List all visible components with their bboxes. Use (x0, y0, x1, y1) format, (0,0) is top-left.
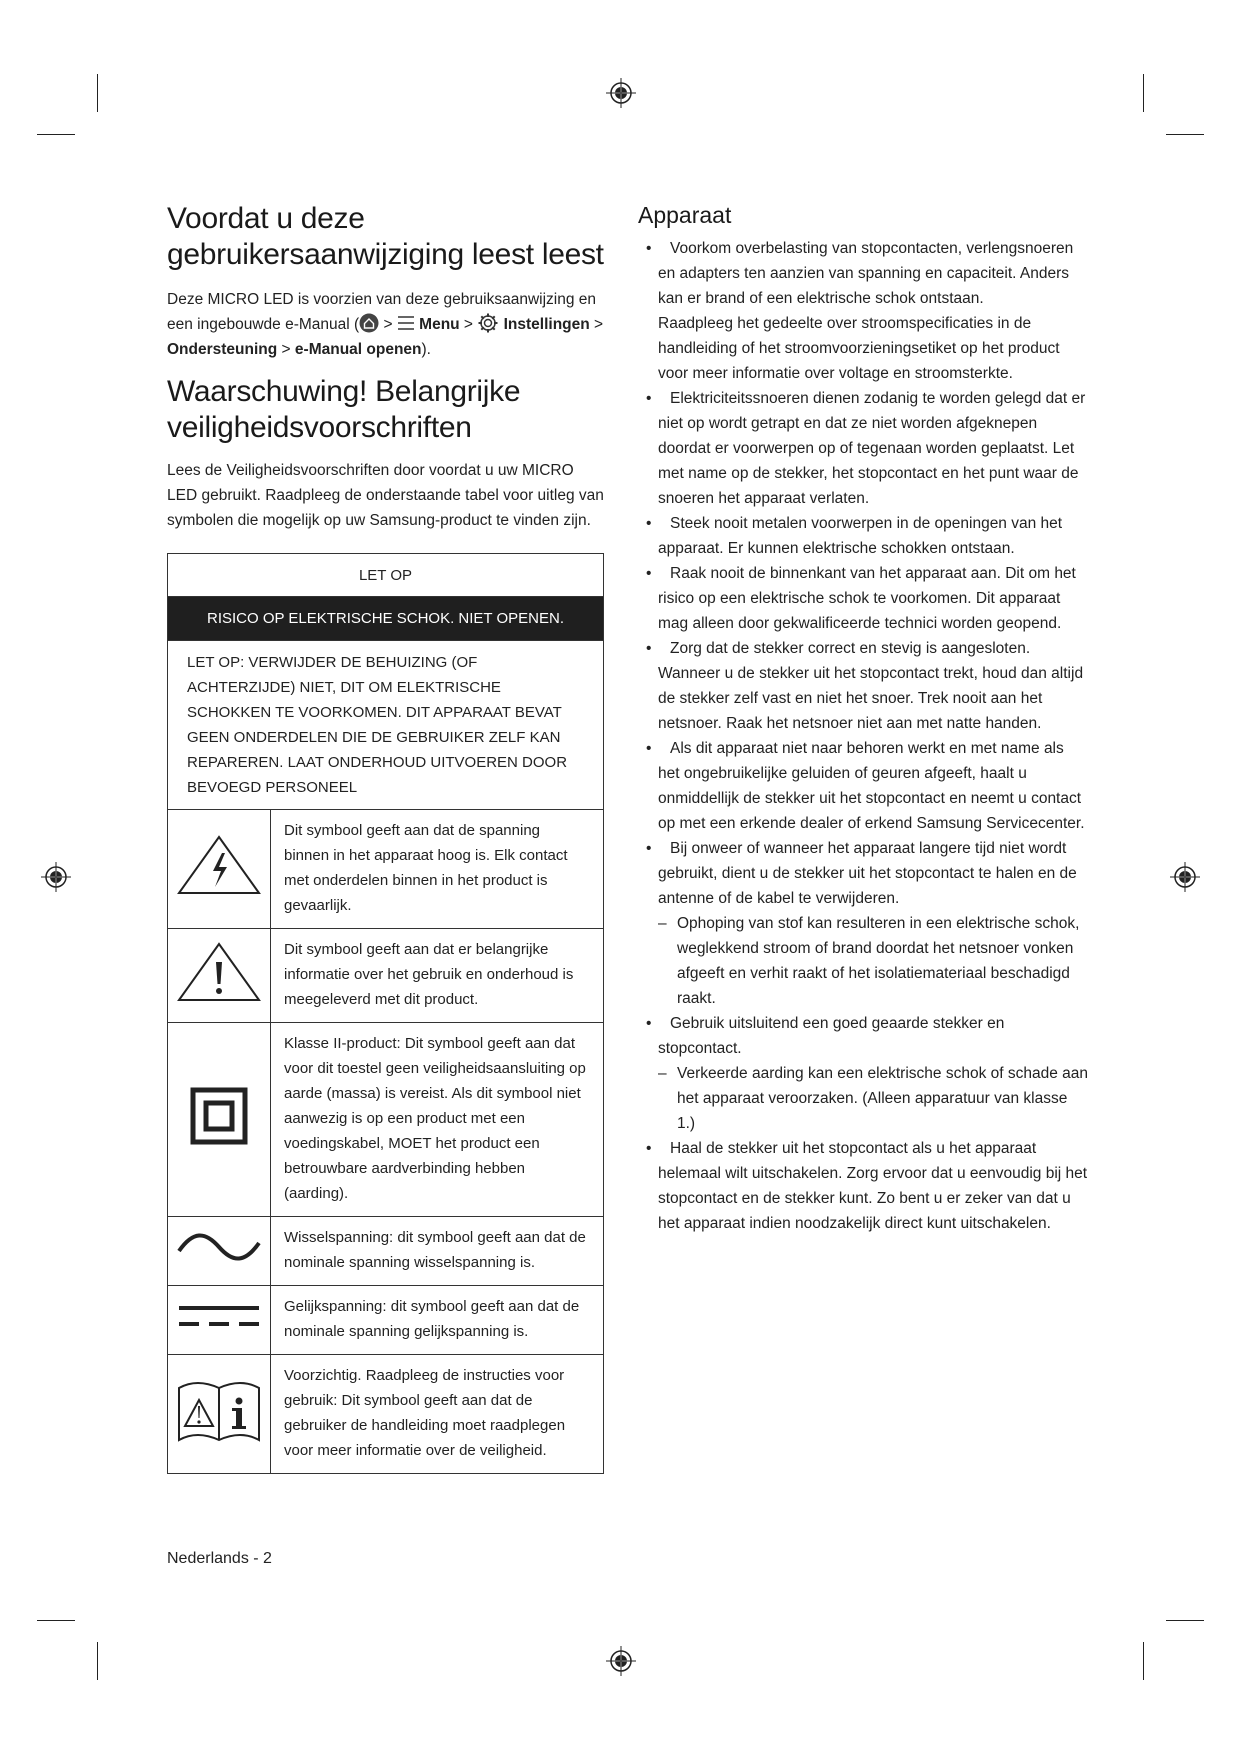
heading-line: Waarschuwing! Belangrijke (167, 375, 521, 408)
symbol-description: Wisselspanning: dit symbool geeft aan dat de nominale spanning wisselspanning is. (271, 1217, 604, 1286)
symbol-icon-cell (168, 1217, 271, 1286)
list-item: • Gebruik uitsluitend een goed geaarde stekker en stopcontact. – Verkeerde aarding kan een elektrische schok of schade aan het apparaat veroorzaken. (Alleen apparatuur van klasse 1.) (638, 1011, 1088, 1136)
dc-voltage-icon (175, 1296, 263, 1336)
list-item: • Elektriciteitssnoeren dienen zodanig te worden gelegd dat er niet op wordt getrapt en dat ze niet worden afgeknepen doordat er voorwerpen op of tegenaan worden geplaatst. Let met name op de stekker, het stopcontact en het punt waar de snoeren het apparaat verlaten. (646, 390, 1086, 507)
crop-mark (37, 134, 75, 135)
symbol-icon-cell (168, 810, 271, 929)
registration-mark-icon (41, 862, 71, 892)
exclamation-warning-icon (175, 940, 263, 1004)
page-title (167, 201, 604, 273)
crop-mark (1143, 1642, 1144, 1680)
symbol-description: Voorzichtig. Raadpleeg de instructies voor gebruik: Dit symbool geeft aan dat de gebruiker de handleiding moet raadplegen voor meer informatie over de veiligheid. (271, 1355, 604, 1474)
caution-text: LET OP: VERWIJDER DE BEHUIZING (OF ACHTERZIJDE) NIET, DIT OM ELEKTRISCHE SCHOKKEN TE VOORKOMEN. DIT APPARAAT BEVAT GEEN ONDERDELEN DIE DE GEBRUIKER ZELF KAN REPAREREN. LAAT ONDERHOUD UITVOEREN DOOR BEVOEGD PERSONEEL (168, 641, 604, 810)
list-item: • Zorg dat de stekker correct en stevig is aangesloten. Wanneer u de stekker uit het stopcontact trekt, houd dan altijd de stekker zelf vast en niet het snoer. Trek nooit aan het netsnoer. Raak het netsnoer niet aan met natte handen. (646, 640, 1084, 732)
crop-mark (1143, 74, 1144, 112)
registration-mark-icon (1170, 862, 1200, 892)
crop-mark (97, 74, 98, 112)
table-header: LET OP (168, 554, 604, 597)
manual-book-info-icon (175, 1374, 263, 1446)
registration-mark-icon (606, 78, 636, 108)
page-footer: Nederlands - 2 (167, 1550, 272, 1567)
sub-item: – Verkeerde aarding kan een elektrische schok of schade aan het apparaat veroorzaken. (Alleen apparatuur van klasse 1.) (658, 1065, 1089, 1132)
crop-mark (97, 1642, 98, 1680)
section-title: Apparaat (638, 202, 732, 228)
list-item: • Bij onweer of wanneer het apparaat langere tijd niet wordt gebruikt, dient u de stekker uit het stopcontact te halen en de antenne of de kabel te verwijderen. – Ophoping van stof kan resulteren in een elektrische schok, weglekkend stroom of brand doordat het netsnoer vonken afgeeft en verhit raakt of het isolatiemateriaal beschadigd raakt. (638, 836, 1088, 1011)
symbol-icon-cell (168, 1355, 271, 1474)
list-item: • Als dit apparaat niet naar behoren werkt en met name als het ongebruikelijke geluiden of geuren afgeeft, haalt u onmiddellijk de stekker uit het stopcontact en neemt u contact op met een erkende dealer of erkend Samsung Servicecenter. (646, 740, 1085, 832)
list-item: • Steek nooit metalen voorwerpen in de openingen van het apparaat. Er kunnen elektrische schokken ontstaan. (646, 515, 1063, 557)
crop-mark (37, 1620, 75, 1621)
support-label: Ondersteuning (167, 341, 278, 358)
symbol-description: Dit symbool geeft aan dat er belangrijke informatie over het gebruik en onderhoud is meegeleverd met dit product. (271, 929, 604, 1023)
heading-line: Voordat u deze (167, 202, 365, 235)
symbol-description: Gelijkspanning: dit symbool geeft aan dat de nominale spanning gelijkspanning is. (271, 1286, 604, 1355)
safety-intro-paragraph: Lees de Veiligheidsvoorschriften door voordat u uw MICRO LED gebruikt. Raadpleeg de onderstaande tabel voor uitleg van symbolen die mogelijk op uw Samsung-product te vinden zijn. (167, 462, 604, 529)
symbol-icon-cell (168, 929, 271, 1023)
symbol-table (167, 553, 604, 1474)
symbol-icon-cell (168, 1286, 271, 1355)
list-item: • Haal de stekker uit het stopcontact als u het apparaat helemaal wilt uitschakelen. Zorg ervoor dat u eenvoudig bij het stopcontact en de stekker kunt. Zo bent u er zeker van dat u het apparaat indien noodzakelijk direct kunt uitschakelen. (646, 1140, 1088, 1232)
registration-mark-icon (606, 1646, 636, 1676)
list-item: • Raak nooit de binnenkant van het apparaat aan. Dit om het risico op een elektrische schok te voorkomen. Dit apparaat mag alleen door gekwalificeerde technici worden geopend. (646, 565, 1076, 632)
gear-icon (477, 312, 499, 334)
crop-mark (1166, 1620, 1204, 1621)
sub-item: – Ophoping van stof kan resulteren in een elektrische schok, weglekkend stroom of brand doordat het netsnoer vonken afgeeft en verhit raakt of het isolatiemateriaal beschadigd raakt. (658, 915, 1080, 1007)
heading-line: gebruikersaanwijziging leest leest (167, 238, 604, 271)
list-item: • Voorkom overbelasting van stopcontacten, verlengsnoeren en adapters ten aanzien van spanning en capaciteit. Anders kan er brand of een elektrische schok ontstaan. Raadpleeg het gedeelte over stroomspecificaties in de handleiding of het stroomvoorzieningsetiket op het product voor meer informatie over voltage en stroomsterkte. (646, 240, 1074, 382)
menu-icon (397, 315, 415, 331)
high-voltage-warning-icon (175, 833, 263, 897)
table-dark-header: RISICO OP ELEKTRISCHE SCHOK. NIET OPENEN. (168, 597, 604, 641)
menu-label: Menu (419, 316, 460, 333)
heading-line: veiligheidsvoorschriften (167, 411, 472, 444)
home-icon (359, 313, 379, 333)
class-ii-double-square-icon (189, 1084, 249, 1148)
symbol-description: Klasse II-product: Dit symbool geeft aan dat voor dit toestel geen veiligheidsaansluiting op aarde (massa) is vereist. Als dit symbool niet aanwezig is op een product met een voedingskabel, MOET het product een betrouwbare aardverbinding hebben (aarding). (271, 1023, 604, 1217)
section-heading (167, 374, 520, 446)
settings-label: Instellingen (503, 316, 590, 333)
symbol-icon-cell (168, 1023, 271, 1217)
bullet-list (638, 236, 1088, 1236)
symbol-description: Dit symbool geeft aan dat de spanning binnen in het apparaat hoog is. Elk contact met onderdelen binnen in het product is gevaarlijk. (271, 810, 604, 929)
intro-paragraph: Deze MICRO LED is voorzien van deze gebruiksaanwijzing en een ingebouwde e-Manual ( > Menu > Instellingen > Ondersteuning > e-Manual openen). (167, 291, 604, 358)
crop-mark (1166, 134, 1204, 135)
ac-voltage-wave-icon (175, 1227, 263, 1267)
emanual-label: e-Manual openen (294, 341, 422, 358)
